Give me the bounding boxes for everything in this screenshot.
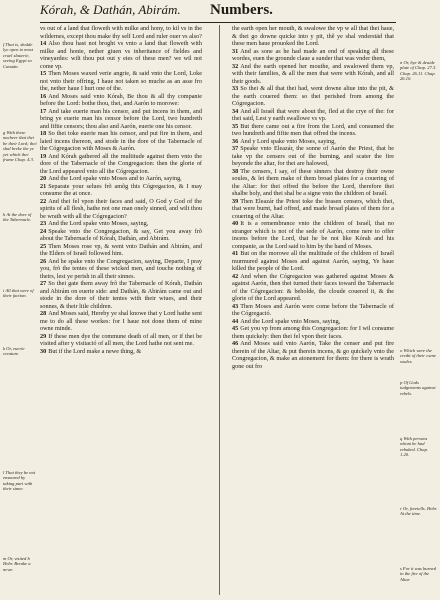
verse-number: 34 — [232, 107, 239, 115]
margin-note-right: r Or, foretells. Hebr. At the time. — [400, 506, 438, 517]
margin-note-left: h At the dore of the Tabernacle. — [3, 212, 32, 223]
verse-number: 30 — [40, 347, 47, 355]
verse-number: 16 — [40, 92, 47, 100]
verse-text: But on the morowe all the multitude of the children of Israél murmured against Moses and against Aarón, saying, Ye haue killed the people of the Lord. — [232, 250, 394, 272]
verse-number: 40 — [232, 220, 239, 227]
verse-number: 19 — [40, 152, 47, 160]
verse-text: So thei gate them away frõ the Tabernacle of Kórah, Dathán and Abirám on euerie side: and Dathán, & Abirám came out and stode in the dore of their tentes with their wiues, and their sonnes, & their litle children. — [40, 280, 202, 310]
verse-text: And as sone as he had made an end of speaking all these wordes, euen the grounde claue a sunder that was vnder them, — [232, 47, 394, 62]
left-text-column — [40, 25, 202, 355]
verse — [40, 198, 202, 221]
verse — [232, 198, 394, 221]
verse-text: Speake vnto Eleazár, the sonne of Aarón the Priest, that he take vp the censers out of the burning, and scater the fire beyonde the altar, for thei are halowed, — [232, 145, 394, 167]
margin-note-right: s For it was burned in the fire of the Altar. — [400, 566, 436, 582]
verse — [40, 130, 202, 153]
margin-note-left: g With these nacheer that thei be their Lord; thei shal breke the ye yet which thei frame Chap. 4.3. — [3, 130, 37, 163]
verse — [40, 25, 202, 40]
verse-text: But if the Lord make a newe thing, & — [48, 347, 142, 355]
margin-note-left: i All that were of their faction. — [3, 288, 34, 299]
right-text-column — [232, 25, 394, 370]
verse-text: Separate your selues frõ amõg this Cógregacion, & I may consume the at once. — [40, 182, 202, 197]
verse-text: And take euerie man his censor, and put incens in them, and bring ye euerie man his censor before the Lord, two hundreth and fiftie censors; thou also and Aarón, euerie one his censor. — [40, 107, 202, 130]
verse-number: 21 — [40, 182, 47, 190]
verse-number: 45 — [232, 325, 239, 332]
verse — [232, 108, 394, 123]
verse-text: And he spake vnto the Congregacion, saying, Departe, I pray you, frõ the tentes of these wicked men, and touche nothing of theirs, lest ye perish in all their sinnes. — [40, 257, 202, 280]
verse — [40, 153, 202, 176]
margin-note-right: n Or, bye & deuide plate of Chap. 27.3. Chap. 26.11. Chap. 26.10. — [400, 60, 437, 82]
verse-text: So thei & all that thei had, went downe aliue into the pit, & the earth couered them: so thei perished from among the Cógregacion. — [232, 85, 394, 107]
verse-text: It is a remembrance vnto the children of Israél, that no stranger which is not of the sede of Aarón, come nere to offer incens before the Lord, that he be not like Kórah and his companie, as the Lord said to him by the hand of Moses. — [232, 220, 394, 250]
verse-text: And when the Cógregacion was gathered against Moses & against Aarón, then thei turned their faces toward the Tabernacle of the Cógregacion: & beholde, the cloude couered it, & the glorie of the Lord appeared. — [232, 272, 394, 302]
verse-number: 18 — [40, 130, 47, 137]
verse — [232, 340, 394, 370]
verse-text: And the Lord spake vnto Moses, saying, — [240, 317, 341, 325]
verse — [40, 333, 202, 348]
verse — [232, 273, 394, 303]
verse — [232, 138, 394, 146]
verse-text: Then Moses rose vp, & went vnto Dathán and Abirám, and the Elders of Israél followed him. — [40, 242, 202, 257]
verse-text: And Kórah gathered all the multitude against them vnto the dore of the Tabernacle of the Congregacion: then the glorie of the Lord appeared vnto all the Cógregacion. — [40, 152, 202, 175]
verse-text: Then Moses waxed verie angrie, & said vnto the Lord, Loke not vnto their offring, I haue not taken so muche as an asse fro the, nether haue I hurt one of the. — [40, 70, 202, 92]
verse-number: 27 — [40, 280, 47, 287]
verse-text: Then Moses and Aarón were come before the Tabernacle of the Cógregació. — [232, 302, 394, 317]
verse-number: 42 — [232, 272, 239, 280]
verse — [232, 63, 394, 86]
verse — [40, 258, 202, 281]
verse — [232, 168, 394, 198]
verse-number: 26 — [40, 257, 47, 265]
verse-number: 44 — [232, 317, 239, 325]
verse-number: 32 — [232, 62, 239, 70]
verse — [40, 243, 202, 258]
verse-number: 31 — [232, 47, 239, 55]
verse — [40, 40, 202, 70]
verse-text: And the earth opened her mouthe, and swalowed them vp, with their families, & all the men that were with Kórah, and all their goods. — [232, 62, 394, 85]
verse-number: 25 — [40, 242, 47, 250]
verse-text: Speake vnto the Congregacion, & say, Get you away frõ about the Tabernacle of Kórah, Dathán, and Abirám. — [40, 227, 202, 242]
verse-text: And Moses said, Hereby ye shal knowe that y Lord hathe sent me to do all these workes: for I haue not done them of mine owne minde. — [40, 310, 202, 332]
verse-text: But there came out a fire from the Lord, and consumed the two hundreth and fiftie men that offred the incens. — [232, 122, 394, 137]
verse-number: 46 — [232, 340, 239, 347]
verse-number: 28 — [40, 310, 47, 317]
verse-text: So thei toke euerie man his censor, and put fire in them, and laied incens thereon, and stode in the dore of the Tabernacle of the Cógregacion with Moses & Aarón. — [40, 130, 202, 152]
verse — [232, 325, 394, 340]
verse — [40, 310, 202, 333]
verse-number: 36 — [232, 137, 239, 145]
running-head-left: Kórah, & Dathán, Abirám. — [40, 2, 181, 17]
verse-text: Also thou hast not broght vs vnto a land that floweth with milke and honie, nether giuen vs inheritance of fieldes and vineyardes: wilt thou put out y eies of these men? we wil not come vp. — [40, 40, 202, 70]
verse — [40, 228, 202, 243]
verse — [40, 93, 202, 108]
margin-note-right: p Of Gods iudgements against rebels. — [400, 380, 436, 396]
verse — [40, 348, 202, 356]
margin-note-left: k Or, euerie creature. — [3, 346, 25, 357]
verse-text: Then Eleazár the Priest toke the brasen censers, which thei, that were burnt, had offred, and made broad plates of them for a couering of the Altar. — [232, 197, 394, 220]
running-head-right: Numbers. — [210, 2, 273, 18]
verse-number: 29 — [40, 332, 47, 340]
verse — [232, 25, 394, 48]
margin-note-left: l That they be not ensnared by taking part with their sinne. — [3, 470, 36, 492]
margin-note-right: o Which were the credit of their owne soules. — [400, 348, 436, 364]
verse-number: 23 — [40, 220, 47, 227]
running-head — [40, 2, 395, 20]
verse-number: 39 — [232, 197, 239, 205]
margin-note-left: m Or, visited b Hebr. Breake a newe. — [3, 556, 31, 572]
verse — [232, 303, 394, 318]
verse-number: 15 — [40, 70, 47, 77]
verse-number: 37 — [232, 145, 239, 152]
verse-number: 41 — [232, 250, 239, 257]
verse-text: And thei fel vpon their faces and said, O God y God of the spirits of all flesh, hathe not one man onely sinned, and wilt thou be wrath with all the Cógregacion? — [40, 197, 202, 220]
verse — [40, 70, 202, 93]
verse-text: And the Lord spake vnto Moses, saying, — [48, 220, 149, 227]
verse-text: And Moses said vnto Aarón, Take the censer and put fire therein of the Altar, & put therein incens, & go quickely vnto the Congregacion, & make an atonement for them: for there is wrath gone out fro — [232, 340, 394, 370]
verse-number: 24 — [40, 227, 47, 235]
verse-text: And the Lord spake vnto Moses and to Aarón, saying, — [48, 175, 182, 182]
verse-text: And Moses said vnto Kórah, Be thou & all thy companie before the Lord: bothe thou, thei, and Aarón to morowe: — [40, 92, 202, 107]
verse — [40, 183, 202, 198]
verse — [232, 250, 394, 273]
column-divider — [219, 25, 220, 595]
header-rule — [40, 22, 396, 23]
verse-text: Get you vp from among this Congregacion: for I wil consume them quickely: then thei fel vpon their faces. — [232, 325, 394, 340]
verse-text: the earth open her mouth, & swalowe the vp w all that thei haue, & thei go downe quicke into y pit, thě ye shal vnderstād that these men haue prouoked the Lord. — [232, 25, 394, 47]
verse-number: 14 — [40, 40, 47, 47]
margin-note-right: q With persons whom he had rebuked. Chap. 1.20. — [400, 436, 429, 458]
verse — [40, 280, 202, 310]
verse — [40, 108, 202, 131]
verse — [40, 175, 202, 183]
verse — [232, 318, 394, 326]
verse-number: 20 — [40, 175, 47, 182]
verse — [232, 220, 394, 250]
verse-text: If these men dye the commune death of all men, or if thei be visited after y visitació of all men, the Lord hathe not sent me. — [40, 332, 202, 347]
verse — [40, 220, 202, 228]
verse-number: 43 — [232, 302, 239, 310]
margin-note-left: f That is, shulde lye open to most cruel slauerie, seeing Egypt so Canaán. — [3, 42, 33, 69]
verse-text: The censers, I say, of these sinners that destroy their owne soules, & let them make of them broad plates for a couering of the Altar: for thei offred the before the Lord, therefore thei shalbe holy, and thei shal be a signe vnto the children of Israél. — [232, 167, 394, 197]
verse-text: vs out of a land that floweth with milke and hony, to kil vs in the wildernes, except thou make thy self Lord and ruler ouer vs also? — [40, 25, 202, 40]
verse-number: 17 — [40, 107, 47, 115]
verse — [232, 123, 394, 138]
verse-number: 22 — [40, 197, 47, 205]
verse — [232, 48, 394, 63]
verse-number: 35 — [232, 122, 239, 130]
verse-number: 33 — [232, 85, 239, 92]
verse-text: And all Israél that were about the, fled at the crye of the: for thei said, Lest y earth swallowe vs vp. — [232, 107, 394, 122]
verse-text: And y Lord spake vnto Moses, saying, — [240, 137, 336, 145]
verse — [232, 145, 394, 168]
verse — [232, 85, 394, 108]
verse-number: 38 — [232, 167, 239, 175]
